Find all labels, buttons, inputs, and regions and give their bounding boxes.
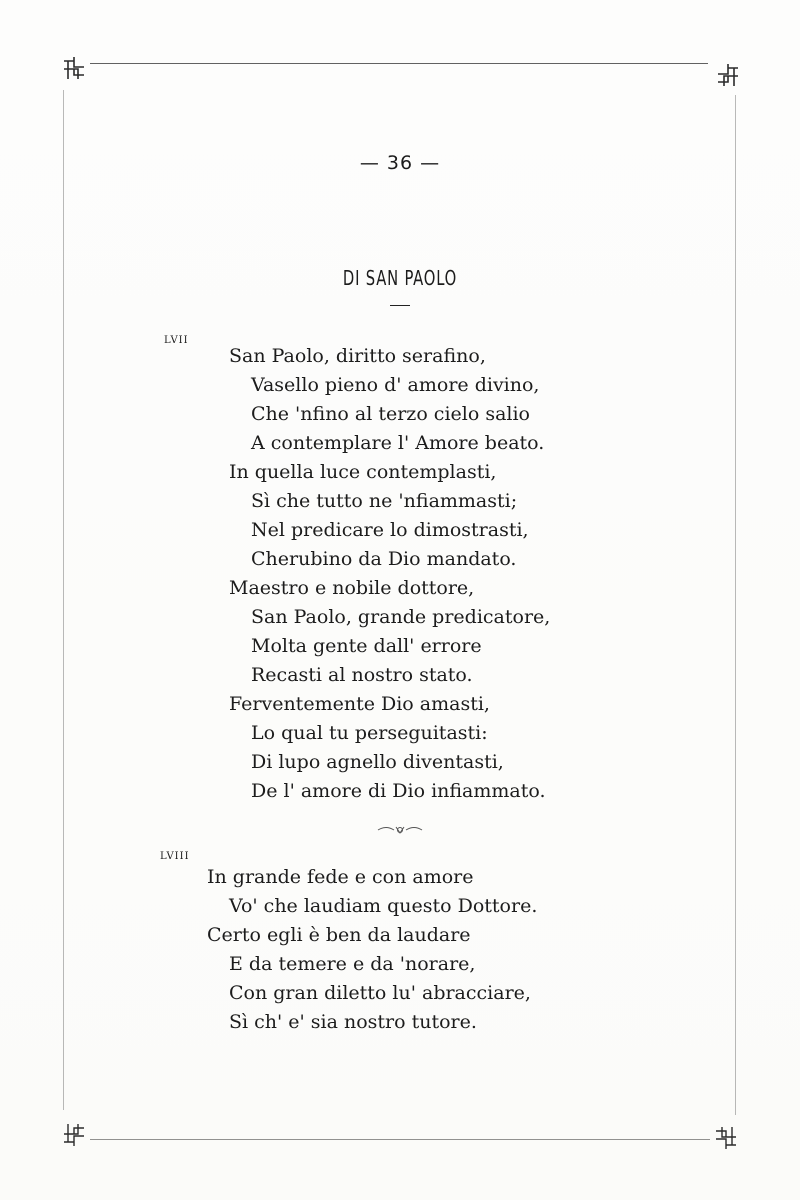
fleuron-ornament-icon	[376, 822, 424, 838]
poem-line: Lo qual tu perseguitasti:	[251, 722, 488, 744]
corner-ornament-icon	[60, 1120, 88, 1148]
frame-top-rule	[90, 63, 708, 64]
frame-bottom-rule	[90, 1139, 710, 1140]
poem-line: San Paolo, grande predicatore,	[251, 606, 551, 628]
frame-right-rule	[735, 95, 736, 1115]
poem-line: Certo egli è ben da laudare	[207, 924, 471, 946]
page-number: — 36 —	[359, 152, 441, 174]
poem-line: Con gran diletto lu' abracciare,	[229, 982, 531, 1004]
poem-line: Vo' che laudiam questo Dottore.	[229, 895, 538, 917]
poem-title: DI SAN PAOLO	[342, 266, 458, 290]
corner-ornament-icon	[60, 55, 88, 83]
corner-ornament-icon	[714, 62, 742, 90]
poem-line: De l' amore di Dio infiammato.	[251, 780, 546, 802]
poem-line: Ferventemente Dio amasti,	[229, 693, 490, 715]
poem-line: E da temere e da 'norare,	[229, 953, 476, 975]
poem-line: In grande fede e con amore	[207, 866, 474, 888]
poem-line: Nel predicare lo dimostrasti,	[251, 519, 529, 541]
poem-line: Cherubino da Dio mandato.	[251, 548, 517, 570]
poem-line: Sì ch' e' sia nostro tutore.	[229, 1011, 477, 1033]
corner-ornament-icon	[712, 1123, 740, 1151]
stanza-number: LVIII	[160, 851, 190, 862]
poem-line: A contemplare l' Amore beato.	[251, 432, 545, 454]
poem-line: Recasti al nostro stato.	[251, 664, 473, 686]
poem-line: Sì che tutto ne 'nfiammasti;	[251, 490, 518, 512]
stanza-number: LVII	[164, 335, 189, 346]
poem-line: San Paolo, diritto serafino,	[229, 345, 486, 367]
poem-line: Maestro e nobile dottore,	[229, 577, 475, 599]
poem-line: Che 'nfino al terzo cielo salio	[251, 403, 530, 425]
frame-left-rule	[63, 90, 64, 1110]
poem-line: Vasello pieno d' amore divino,	[251, 374, 540, 396]
poem-line: Molta gente dall' errore	[251, 635, 482, 657]
poem-line: Di lupo agnello diventasti,	[251, 751, 504, 773]
poem-line: In quella luce contemplasti,	[229, 461, 497, 483]
title-rule	[390, 305, 410, 306]
